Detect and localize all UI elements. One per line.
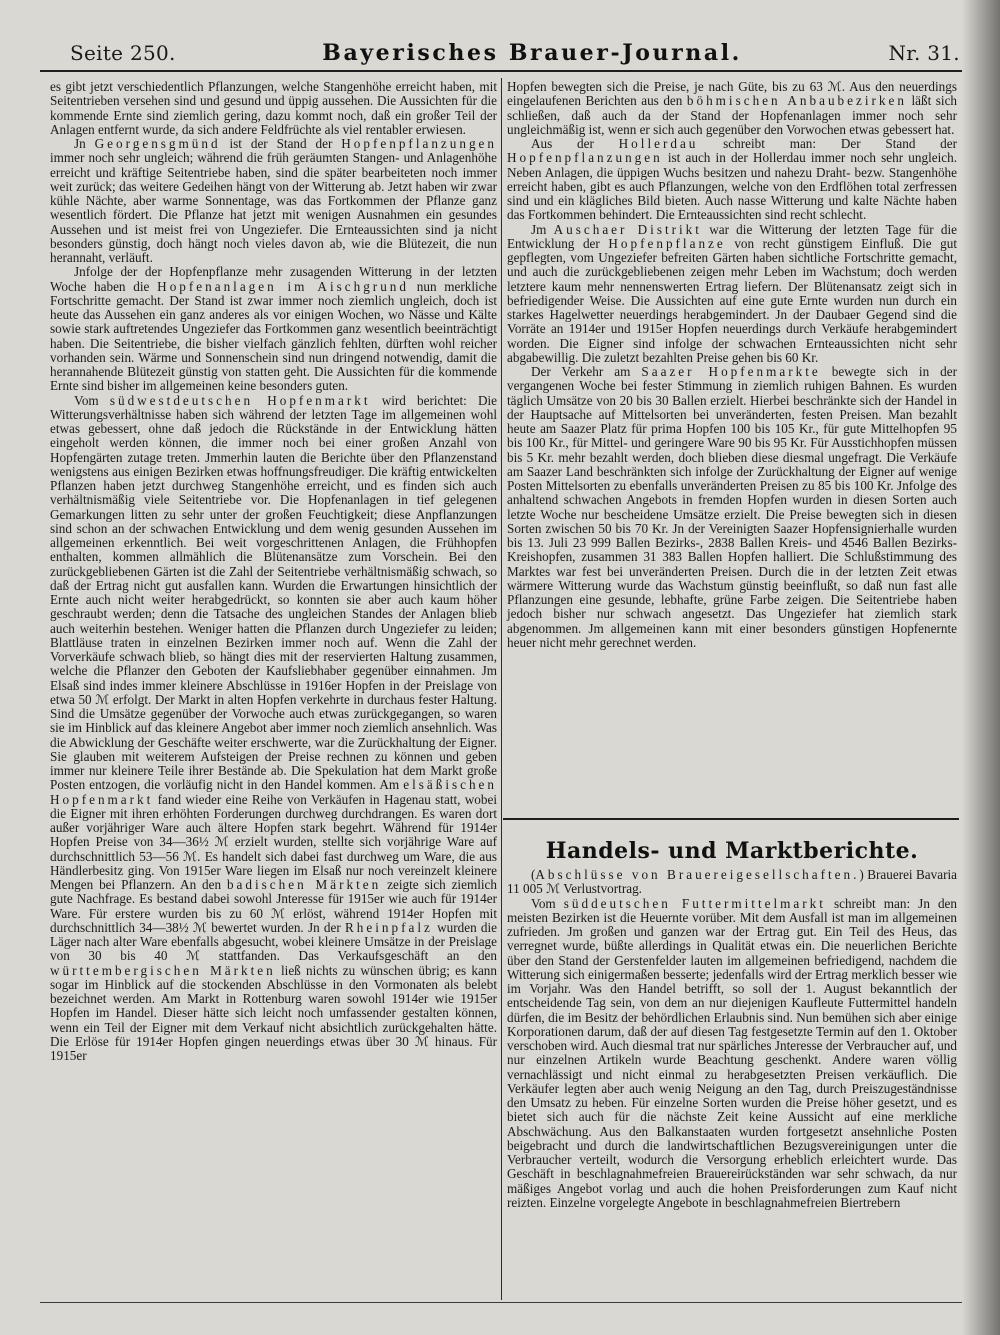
paragraph: es gibt jetzt verschiedentlich Pflanzungen, welche Stangenhöhe erreicht haben, mit Seitentrieben versehen sind und gesund und üppig aussehen. Die Aussichten für die kommende Ernte sind ziemlich gering, dazu kommt noch, daß ein großer Teil der Anlagen entfernt wurde, da sich andere Feldfrüchte als viel rentabler erwiesen.: [50, 79, 497, 137]
column-divider: [501, 78, 502, 1300]
paragraph: (Abschlüsse von Brauereigesellschaften.) Brauerei Bavaria 11 005 ℳ Verlustvortrag.: [507, 867, 957, 897]
paragraph: Hopfen bewegten sich die Preise, je nach Güte, bis zu 63 ℳ. Aus den neuerdings eingelaufenen Berichten aus den böhmischen Anbaubezirken läßt sich schließen, daß auch da der Stand der Hopfenanlagen immer noch sehr ungleichmäßig ist, wenn er sich auch gegenüber den Vorwochen etwas gebessert hat.: [507, 79, 958, 137]
paragraph: Jm Auschaer Distrikt war die Witterung der letzten Tage für die Entwicklung der Hopfenpflanze von recht günstigem Einfluß. Die gut gepflegten, vom Ungeziefer befreiten Gärten haben sichtliche Fortschritte gemacht, und auch die zurückgebliebenen zeigen mehr Leben im Wachstum; doch werden letztere kaum mehr nennenswerten Ertrag liefern. Der Blütenansatz zeigt sich in befriedigender Weise. Die Aussichten auf eine gute Ernte wurden nun durch ein starkes Hagelwetter neuerdings herabgemindert. Jn der Daubaer Gegend sind die Vorräte an 1914er und 1915er Hopfen neuerdings durch Verkäufe herabgemindert worden. Die Eigner sind infolge der schwachen Ernteaussichten nicht sehr abgabewillig. Die zuletzt bezahlten Preise gehen bis 60 Kr.: [507, 221, 958, 365]
paragraph: Der Verkehr am Saazer Hopfenmarkte bewegte sich in der vergangenen Woche bei fester Stimmung in ziemlich ruhigen Bahnen. Es wurden täglich Umsätze von 20 bis 30 Ballen erzielt. Hierbei beschränkte sich der Handel in der Hauptsache auf Mittelsorten bei unveränderten, festen Preisen. Man bezahlt heute am Saazer Platz für prima Hopfen 100 bis 105 Kr., für gute Mittelhopfen 95 bis 100 Kr., für Mittel- und geringere Ware 90 bis 95 Kr. Für Ausstichhopfen müssen bis 5 Kr. mehr bezahlt werden, doch blieben diese diesmal ungefragt. Die Verkäufe am Saazer Land beschränkten sich infolge der Zurückhaltung der Eigner auf wenige Posten Mittelsorten zu ebenfalls unveränderten Preisen zu 85 bis 100 Kr. Jnfolge des anhaltend schwachen Angebots in fremden Hopfen wurden in diesen Sorten auch letzte Woche nur bescheidene Umsätze erzielt. Die Preise bewegten sich in diesen Sorten zwischen 50 bis 70 Kr. Jn der Vereinigten Saazer Hopfensignierhalle wurden bis 13. Juli 23 999 Ballen Bezirks-, 2838 Ballen Kreis- und 4546 Ballen Bezirks-Kreishopfen, zusammen 31 383 Ballen Hopfen halliert. Die Schlußstimmung des Marktes war fest bei unveränderten Preisen. Durch die in der letzten Zeit etwas wärmere Witterung wurde das Wachstum günstig beeinflußt, so daß nun fast alle Pflanzungen eine gesunde, lebhafte, grüne Farbe zeigen. Die Seitentriebe haben jedoch bisher nur schwach angesetzt. Das Ungeziefer hat ziemlich stark abgenommen. Jm allgemeinen kann mit einer besonders günstigen Hopfenernte heuer nicht mehr gerechnet werden.: [507, 364, 958, 650]
page-header: [70, 36, 960, 70]
bottom-rule: [40, 1302, 962, 1303]
issue-number: Nr. 31.: [888, 41, 960, 65]
paragraph: Vom südwestdeutschen Hopfenmarkt wird berichtet: Die Witterungsverhältnisse haben sich während der letzten Tage im allgemeinen wohl etwas gebessert, ohne daß jedoch die Rückstände in der Entwicklung hätten eingeholt werden können, die immer noch bei einer großen Anzahl von Hopfengärten zutage treten. Jmmerhin lauten die Berichte über den Pflanzenstand wenigstens aus einigen Bezirken etwas hoffnungsfreudiger. Die kräftig entwickelten Pflanzen haben jetzt durchweg Stangenhöhe erreicht, und es finden sich auch verhältnismäßig viele Seitentriebe vor. Die Hopfenanlagen in tief gelegenen Gemarkungen litten zu sehr unter der großen Feuchtigkeit; diese Anpflanzungen sind schon an der schwachen Entwicklung und dem wenig gesunden Aussehen im allgemeinen erkenntlich. Bei weit vorgeschrittenen Anlagen, die Frühhopfen enthalten, kommen allmählich die Blütenansätze zum Vorschein. Bei den zurückgebliebenen Gärten ist die Zahl der Seitentriebe verhältnismäßig schwach, so daß der Ertrag nicht gut ausfallen kann. Wurden die Erwartungen hinsichtlich der Ernte auch nicht weiter herabgedrückt, so konnten sie aber auch kaum höher geschraubt werden; denn die Tatsache des ungleichen Standes der Anlagen blieb auch weiterhin bestehen. Weniger hatten die Pflanzen durch Ungeziefer zu leiden; Blattläuse traten in einzelnen Bezirken immer noch auf. Wenn die Zahl der Vorverkäufe schwach blieb, so hängt dies mit der reservierten Haltung zusammen, welche die Pflanzer den Geboten der Kaufsliebhaber gegenüber einnahmen. Jm Elsaß sind indes immer kleinere Abschlüsse in 1916er Hopfen in der Preislage von etwa 50 ℳ erfolgt. Der Markt in alten Hopfen verkehrte in durchaus fester Haltung. Sind die Umsätze gegenüber der Vorwoche auch etwas zurückgegangen, so waren sie im Hinblick auf das kleinere Angebot aber immer noch ziemlich ansehnlich. Was die Abwicklung der Geschäfte weiter erschwerte, war die Zurückhaltung der Eigner. Sie glauben mit weiterem Aufsteigen der Preise rechnen zu können und geben immer nur kleinere Teile ihrer Bestände ab. Die Spekulation hat dem Markt große Posten entzogen, die vorläufig nicht in den Handel kommen. Am elsäßischen Hopfenmarkt fand wieder eine Reihe von Verkäufen in Hagenau statt, wobei die Eigner mit ihren erhöhten Forderungen durchweg durchdrangen. Es waren dort außer vorjähriger Ware auch ältere Hopfen stark begehrt. Während für 1914er Hopfen Preise von 34—36½ ℳ erzielt wurden, stellte sich vorjährige Ware auf durchschnittlich 53—56 ℳ. Es handelt sich dabei fast durchweg um Ware, die aus Händlerbesitz ging. Von 1915er Ware liegen im Elsaß nur noch vereinzelt kleinere Mengen bei Pflanzern. An den badischen Märkten zeigte sich ziemlich gute Nachfrage. Es bestand dabei sowohl Jnteresse für 1915er wie auch für 1914er Ware. Für erstere wurden bis zu 60 ℳ erlöst, während 1914er Hopfen mit durchschnittlich 34—38½ ℳ bewertet wurden. Jn der Rheinpfalz wurden die Läger nach alter Ware ebenfalls abgesucht, wobei kleinere Umsätze in der Preislage von 30 bis 40 ℳ stattfanden. Das Verkaufsgeschäft an den württembergischen Märkten ließ nichts zu wünschen übrig; es kann sogar im Hinblick auf die stockenden Abschlüsse in den Vormonaten als belebt bezeichnet werden. Am Markt in Rottenburg waren sowohl 1914er wie 1915er Hopfen im Handel. Dieser hätte sich leicht noch umfassender gestalten können, wenn ein Teil der Eigner mit dem Verkauf nicht absichtlich zurückgehalten hätte. Die Erlöse für 1914er Hopfen gingen neuerdings etwas über 30 ℳ hinaus. Für 1915er: [50, 392, 498, 1063]
right-column-lower: [507, 868, 957, 1210]
journal-title: Bayerisches Brauer-Journal.: [322, 40, 742, 66]
paragraph: Aus der Hollerdau schreibt man: Der Stand der Hopfenpflanzungen ist auch in der Hollerdau immer noch sehr ungleich. Neben Anlagen, die üppigen Wuchs besitzen und nahezu Draht- bezw. Stangenhöhe erreicht haben, gibt es auch Pflanzungen, welche von den Erdflöhen total zerfressen sind und ein klägliches Bild bieten. Auch nasse Witterung und kalte Nächte haben das Fortkommen behindert. Die Ernteaussichten sind recht schlecht.: [507, 136, 958, 223]
page-edge-shadow: [962, 0, 1000, 1335]
paragraph: Jnfolge der der Hopfenpflanze mehr zusagenden Witterung in der letzten Woche haben die Hopfenanlagen im Aischgrund nun merkliche Fortschritte gemacht. Der Stand ist zwar immer noch ziemlich ungleich, doch ist heute das Aussehen ein ganz anderes als vor einigen Wochen, wo Nässe und Kälte sowie stark auftretendes Ungeziefer das Fortkommen ganz wesentlich beeinträchtigt haben. Die Seitentriebe, die bisher vielfach gänzlich fehlten, dürften wohl reicher vorhanden sein. Wärme und Sonnenschein sind nun dringend notwendig, damit die herannahende Blütezeit günstig von statten geht. Die Aussichten für die kommende Ernte sind bisher im allgemeinen keine besonders guten.: [50, 264, 498, 394]
header-rule: [40, 70, 962, 72]
section-heading: Handels- und Marktberichte.: [545, 838, 919, 864]
section-rule: [503, 818, 959, 820]
right-column-upper: [507, 80, 957, 650]
paragraph: Vom süddeutschen Futtermittelmarkt schreibt man: Jn den meisten Bezirken ist die Heuernte vorüber. Mit dem Ausfall ist man im allgemeinen zufrieden. Jm großen und ganzen war der Ertrag gut. Ein Teil des Heus, das verregnet wurde, büßte allerdings in Qualität etwas ein. Die neuerlichen Berichte über den Stand der Gerstenfelder lauten im allgemeinen befriedigend, nachdem die Witterung sich einigermaßen besserte; jedenfalls wird der Ertrag merklich besser wie im Vorjahr. Was den Handel betrifft, so soll der 1. August bekanntlich der entscheidende Tag sein, von dem an nur diejenigen Kaufleute Futtermittel handeln dürfen, die im Besitz der behördlichen Erlaubnis sind. Nun bemühen sich aber einige Korporationen darum, daß der auf diesen Tag festgesetzte Termin auf den 1. Oktober verschoben wird. Auch diesmal trat nur spärliches Jnteresse der Verbraucher auf, und nur einzelnen Artikeln wurde Beachtung geschenkt. Andere waren völlig vernachlässigt und nicht einmal zu herabgesetzten Preisen verkäuflich. Die Verkäufer legten aber auch wenig Neigung an den Tag, durch Preiszugeständnisse den Umsatz zu heben. Für einzelne Sorten wurden die Preise höher gesetzt, und es bietet sich auch für die nächste Zeit keine Aussicht auf eine merkliche Abschwächung. Aus den Balkanstaaten wurden fortgesetzt ansehnliche Posten beigebracht und durch die landwirtschaftlichen Bezugsvereinigungen unter die Verbraucher verteilt, wodurch die Versorgung erheblich erleichtert wurde. Das Geschäft in beschlagnahmefreien Brauereirückständen war sehr schwach, da nur mäßiges Angebot vorlag und auch die hohen Preisforderungen zum Kauf nicht reizten. Einzelne vorgelegte Angebote in beschlagnahmefreien Biertrebern: [507, 895, 958, 1210]
left-column: [50, 80, 497, 1298]
page-number: Seite 250.: [70, 41, 176, 65]
paragraph: Jn Georgensgmünd ist der Stand der Hopfenpflanzungen immer noch sehr ungleich; während die früh geräumten Stangen- und Anlagenhöhe erreicht und kräftige Seitentriebe haben, sind die später bearbeiteten noch immer weit zurück; das weitere Gedeihen hängt von der Witterung ab. Jetzt haben wir zwar kühle Nächte, aber warme Sonnentage, was das Fortkommen der Pflanze ganz wesentlich fördert. Die Pflanze hat jetzt mit wenigen Ausnahmen ein gesundes Aussehen und ist meist frei von Ungeziefer. Die Ernteaussichten sind ja nicht besonders günstig, doch hängt noch vieles davon ab, wie die Blütezeit, die nun herannaht, verläuft.: [50, 136, 498, 265]
